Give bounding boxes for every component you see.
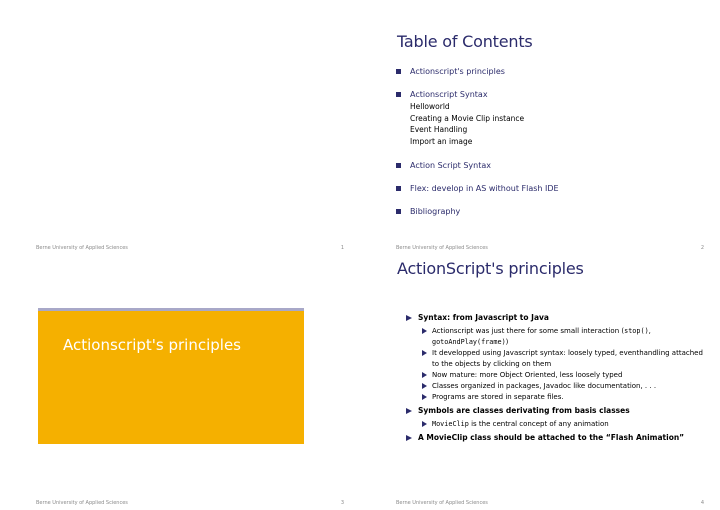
slide-footer	[0, 500, 360, 510]
toc-item-label: Action Script Syntax	[410, 161, 491, 170]
toc-subitem[interactable]: Event Handling	[410, 125, 468, 134]
toc-item[interactable]	[396, 161, 559, 170]
square-bullet-icon	[396, 163, 401, 168]
sub-bullet-item	[406, 392, 706, 403]
sub-bullet-text: Now mature: more Object Oriented, less loosely typed	[432, 371, 623, 379]
sub-bullet-item	[406, 370, 706, 381]
bullet-item	[406, 433, 706, 443]
footer-institution: Berne University of Applied Sciences	[36, 245, 128, 251]
sub-bullet-list	[406, 419, 706, 430]
slide-footer	[360, 500, 720, 510]
square-bullet-icon	[396, 209, 401, 214]
bullet-item	[406, 313, 706, 323]
toc-list	[396, 67, 559, 230]
bullet-text: Symbols are classes derivating from basis classes	[418, 406, 630, 415]
bullet-item	[406, 406, 706, 416]
triangle-bullet-icon	[422, 372, 427, 378]
toc-subitem[interactable]: Import an image	[410, 136, 473, 146]
sub-bullet-text: Classes organized in packages, Javadoc like documentation, . . .	[432, 382, 657, 390]
page-number: 2	[700, 245, 704, 251]
sub-bullet-item	[406, 419, 706, 430]
page-number: 3	[340, 500, 344, 506]
sub-bullet-text: )	[505, 338, 509, 346]
sub-bullet-text: It developped using Javascript syntax: loosely typed, eventhandling attached to the objects by clicking on them	[432, 349, 703, 368]
square-bullet-icon	[396, 186, 401, 191]
sub-bullet-text: is the central concept of any animation	[468, 420, 609, 428]
triangle-bullet-icon	[406, 315, 412, 321]
sub-bullet-text: Actionscript was just there for some small interaction (	[432, 327, 625, 335]
code-text: stop()	[624, 327, 649, 335]
toc-subitem[interactable]: Creating a Movie Clip instance	[410, 113, 525, 123]
footer-institution: Berne University of Applied Sciences	[396, 500, 488, 506]
footer-institution: Berne University of Applied Sciences	[396, 245, 488, 251]
toc-sublist	[410, 101, 559, 147]
toc-item[interactable]	[396, 207, 559, 216]
toc-item[interactable]	[396, 90, 559, 147]
frame-title: ActionScript's principles	[397, 259, 584, 278]
toc-item-label: Actionscript Syntax	[410, 90, 488, 99]
slide-content	[406, 313, 706, 446]
toc-item-label: Flex: develop in AS without Flash IDE	[410, 184, 559, 193]
bullet-text: A MovieClip class should be attached to the “Flash Animation”	[418, 433, 685, 442]
toc-subitem[interactable]: Helloworld	[410, 102, 450, 111]
triangle-bullet-icon	[406, 435, 412, 441]
sub-bullet-list	[406, 326, 706, 403]
triangle-bullet-icon	[422, 383, 427, 389]
slide-4	[360, 255, 720, 510]
triangle-bullet-icon	[422, 421, 427, 427]
toc-item[interactable]	[396, 67, 559, 76]
frame-title: Table of Contents	[397, 32, 533, 51]
sub-bullet-text: Programs are stored in separate files.	[432, 393, 564, 401]
triangle-bullet-icon	[422, 394, 427, 400]
sub-bullet-item	[406, 326, 706, 348]
footer-institution: Berne University of Applied Sciences	[36, 500, 128, 506]
toc-item[interactable]	[396, 184, 559, 193]
sub-bullet-item	[406, 381, 706, 392]
square-bullet-icon	[396, 69, 401, 74]
triangle-bullet-icon	[422, 350, 427, 356]
page-number: 4	[700, 500, 704, 506]
section-title: Actionscript's principles	[63, 336, 241, 354]
sub-bullet-text: ,	[648, 327, 651, 335]
square-bullet-icon	[396, 92, 401, 97]
toc-item-label: Actionscript's principles	[410, 67, 505, 76]
triangle-bullet-icon	[422, 328, 427, 334]
sub-bullet-item	[406, 348, 706, 370]
bullet-text: Syntax: from Javascript to Java	[418, 313, 549, 322]
slide-2	[360, 0, 720, 255]
section-title-band	[38, 308, 304, 444]
toc-item-label: Bibliography	[410, 207, 461, 216]
slide-footer	[0, 245, 360, 255]
triangle-bullet-icon	[406, 408, 412, 414]
slide-3	[0, 255, 360, 510]
code-text: gotoAndPlay(frame)	[432, 338, 506, 346]
slide-footer	[360, 245, 720, 255]
slide-1	[0, 0, 360, 255]
page-number: 1	[340, 245, 344, 251]
code-text: MovieClip	[432, 420, 469, 428]
